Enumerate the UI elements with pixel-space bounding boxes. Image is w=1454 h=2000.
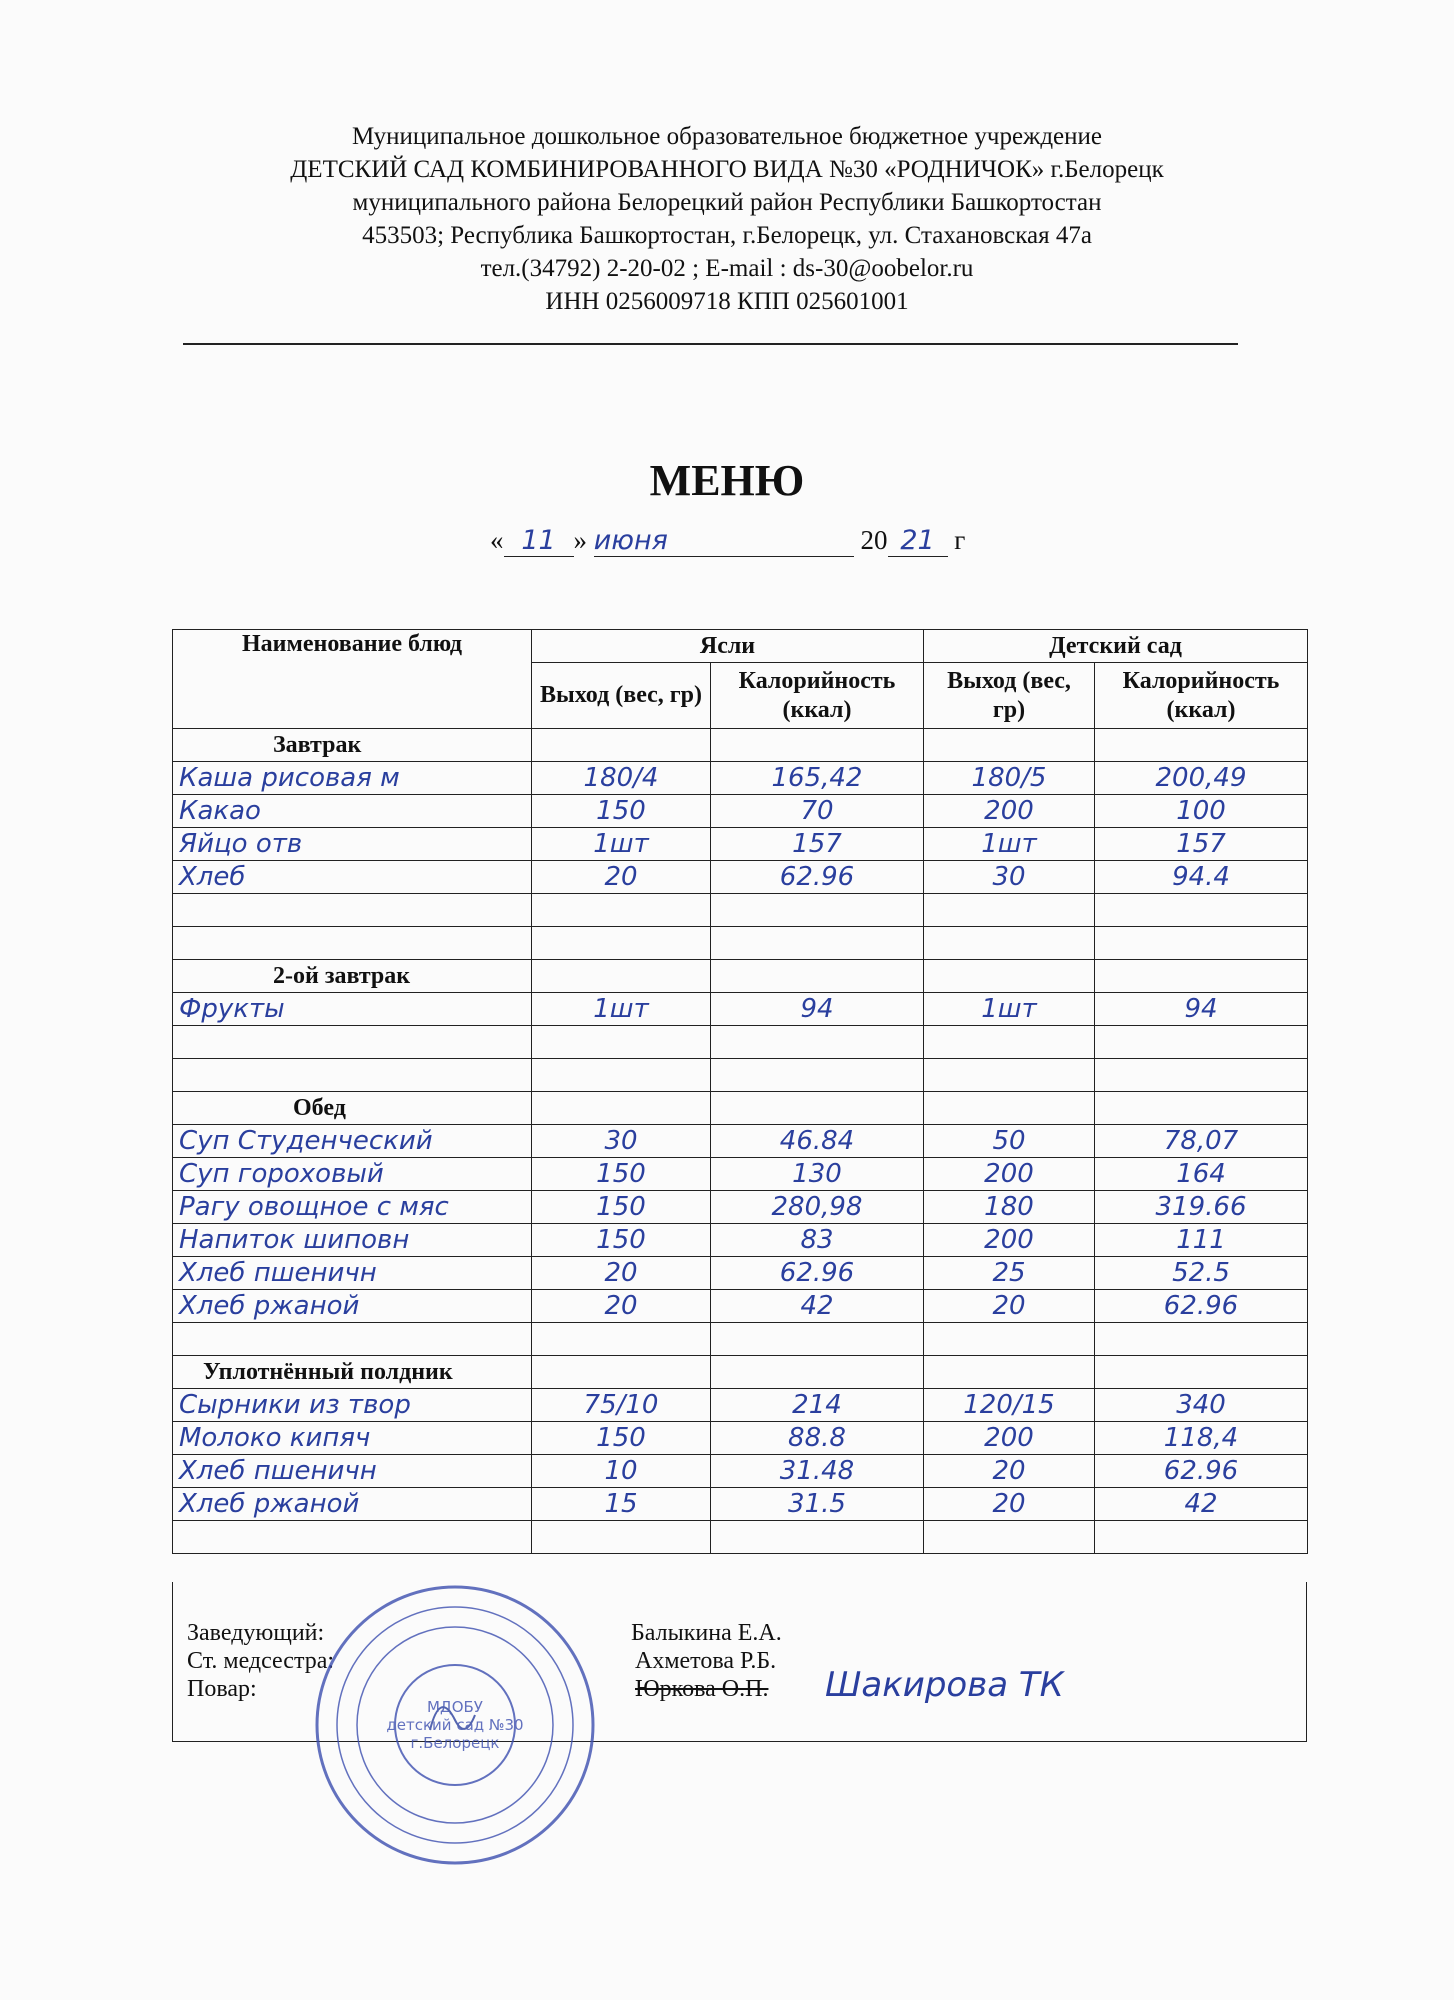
quote-open: « bbox=[490, 525, 504, 555]
value-cell bbox=[924, 927, 1095, 960]
empty-cell bbox=[1095, 1092, 1308, 1125]
section-row bbox=[173, 960, 1308, 993]
dish-cell bbox=[173, 762, 532, 795]
value-cell bbox=[1095, 1191, 1308, 1224]
table-row bbox=[173, 1488, 1308, 1521]
value-cell bbox=[532, 993, 711, 1026]
value-cell bbox=[924, 1026, 1095, 1059]
table-row bbox=[173, 1191, 1308, 1224]
n-out: 1шт bbox=[593, 829, 649, 859]
value-cell bbox=[532, 1389, 711, 1422]
value-cell bbox=[924, 1257, 1095, 1290]
table-row bbox=[173, 828, 1308, 861]
value-cell bbox=[711, 1191, 924, 1224]
svg-text:г.Белорецк: г.Белорецк bbox=[410, 1734, 500, 1752]
n-cal: 31.5 bbox=[788, 1489, 846, 1519]
k-out: 1шт bbox=[981, 994, 1037, 1024]
k-cal: 164 bbox=[1176, 1159, 1226, 1189]
cook-label: Повар: bbox=[187, 1676, 257, 1702]
value-cell bbox=[924, 762, 1095, 795]
value-cell bbox=[532, 1257, 711, 1290]
table-row bbox=[173, 1125, 1308, 1158]
value-cell bbox=[1095, 1389, 1308, 1422]
value-cell bbox=[711, 894, 924, 927]
header-divider bbox=[183, 343, 1238, 345]
n-cal: 62.96 bbox=[779, 1258, 855, 1288]
value-cell bbox=[1095, 861, 1308, 894]
value-cell bbox=[1095, 1323, 1308, 1356]
value-cell bbox=[1095, 894, 1308, 927]
empty-row bbox=[173, 1521, 1308, 1554]
dish-cell bbox=[173, 1389, 532, 1422]
n-out: 20 bbox=[604, 1291, 638, 1321]
n-cal: 31.48 bbox=[779, 1456, 855, 1486]
value-cell bbox=[532, 1323, 711, 1356]
empty-cell bbox=[711, 729, 924, 762]
value-cell bbox=[532, 762, 711, 795]
value-cell bbox=[532, 1191, 711, 1224]
n-cal: 94 bbox=[800, 994, 834, 1024]
n-out: 20 bbox=[604, 1258, 638, 1288]
value-cell bbox=[711, 1224, 924, 1257]
value-cell bbox=[1095, 1059, 1308, 1092]
empty-cell bbox=[532, 1356, 711, 1389]
value-cell bbox=[924, 795, 1095, 828]
dish-cell bbox=[173, 828, 532, 861]
empty-cell bbox=[711, 960, 924, 993]
empty-cell bbox=[532, 1092, 711, 1125]
value-cell bbox=[1095, 1521, 1308, 1554]
value-cell bbox=[711, 1158, 924, 1191]
empty-cell bbox=[532, 960, 711, 993]
dish-name: Хлеб bbox=[179, 862, 246, 892]
value-cell bbox=[711, 828, 924, 861]
section-row bbox=[173, 1092, 1308, 1125]
value-cell bbox=[924, 1125, 1095, 1158]
empty-cell bbox=[924, 960, 1095, 993]
header-line: тел.(34792) 2-20-02 ; E-mail : ds-30@oobelor.ru bbox=[480, 255, 974, 282]
k-out: 50 bbox=[992, 1126, 1026, 1156]
value-cell bbox=[924, 1059, 1095, 1092]
k-out: 25 bbox=[992, 1258, 1026, 1288]
value-cell bbox=[924, 828, 1095, 861]
k-cal: 340 bbox=[1176, 1390, 1226, 1420]
nursery-output-header: Выход (вес, гр) bbox=[532, 663, 711, 729]
value-cell bbox=[532, 1059, 711, 1092]
value-cell bbox=[711, 1323, 924, 1356]
empty-row bbox=[173, 927, 1308, 960]
n-out: 20 bbox=[604, 862, 638, 892]
n-out: 150 bbox=[596, 1225, 646, 1255]
value-cell bbox=[711, 1488, 924, 1521]
table-row bbox=[173, 993, 1308, 1026]
group-kindergarten-header: Детский сад bbox=[924, 630, 1308, 663]
value-cell bbox=[924, 1389, 1095, 1422]
table-row bbox=[173, 861, 1308, 894]
menu-date bbox=[490, 525, 965, 557]
k-cal: 200,49 bbox=[1155, 763, 1247, 793]
dish-cell bbox=[173, 993, 532, 1026]
quote-close: » bbox=[573, 525, 587, 555]
dish-cell bbox=[173, 1290, 532, 1323]
value-cell bbox=[532, 1125, 711, 1158]
date-century: 20 bbox=[860, 525, 888, 555]
section-row bbox=[173, 1356, 1308, 1389]
table-row bbox=[173, 1158, 1308, 1191]
dish-cell bbox=[173, 795, 532, 828]
value-cell bbox=[1095, 828, 1308, 861]
value-cell bbox=[532, 894, 711, 927]
dish-name: Хлеб ржаной bbox=[179, 1291, 360, 1321]
table-row bbox=[173, 1290, 1308, 1323]
dish-cell bbox=[173, 1026, 532, 1059]
dish-cell bbox=[173, 1488, 532, 1521]
value-cell bbox=[711, 1455, 924, 1488]
n-cal: 88.8 bbox=[788, 1423, 846, 1453]
k-out: 200 bbox=[984, 1159, 1034, 1189]
value-cell bbox=[924, 1455, 1095, 1488]
k-cal: 94.4 bbox=[1172, 862, 1230, 892]
value-cell bbox=[711, 927, 924, 960]
k-out: 1шт bbox=[981, 829, 1037, 859]
value-cell bbox=[711, 1257, 924, 1290]
head-label: Заведующий: bbox=[187, 1620, 325, 1646]
table-row bbox=[173, 1422, 1308, 1455]
k-cal: 62.96 bbox=[1163, 1291, 1239, 1321]
n-cal: 280,98 bbox=[771, 1192, 863, 1222]
k-cal: 78,07 bbox=[1163, 1126, 1239, 1156]
k-out: 20 bbox=[992, 1291, 1026, 1321]
cook-name: Юркова О.П. bbox=[635, 1676, 769, 1702]
value-cell bbox=[924, 861, 1095, 894]
n-out: 10 bbox=[604, 1456, 638, 1486]
empty-row bbox=[173, 1323, 1308, 1356]
dish-name: Рагу овощное с мяс bbox=[179, 1192, 449, 1222]
group-nursery-header: Ясли bbox=[532, 630, 924, 663]
n-cal: 83 bbox=[800, 1225, 834, 1255]
date-month: июня bbox=[594, 525, 854, 557]
n-out: 75/10 bbox=[583, 1390, 659, 1420]
nurse-name: Ахметова Р.Б. bbox=[635, 1648, 777, 1674]
k-cal: 319.66 bbox=[1155, 1192, 1247, 1222]
official-stamp-icon bbox=[310, 1580, 600, 1870]
value-cell bbox=[532, 1422, 711, 1455]
value-cell bbox=[711, 993, 924, 1026]
section-title: Завтрак bbox=[173, 729, 532, 762]
empty-cell bbox=[924, 1092, 1095, 1125]
value-cell bbox=[711, 762, 924, 795]
dish-name: Яйцо отв bbox=[179, 829, 303, 859]
dish-name: Сырники из твор bbox=[179, 1390, 411, 1420]
header-line: муниципального района Белорецкий район Республики Башкортостан bbox=[352, 189, 1102, 216]
k-out: 20 bbox=[992, 1489, 1026, 1519]
dish-name: Хлеб пшеничн bbox=[179, 1456, 377, 1486]
value-cell bbox=[532, 1488, 711, 1521]
dish-cell bbox=[173, 1191, 532, 1224]
dish-cell bbox=[173, 1158, 532, 1191]
value-cell bbox=[711, 1059, 924, 1092]
n-out: 180/4 bbox=[583, 763, 659, 793]
value-cell bbox=[532, 861, 711, 894]
value-cell bbox=[711, 795, 924, 828]
dish-cell bbox=[173, 1125, 532, 1158]
value-cell bbox=[1095, 795, 1308, 828]
dish-name: Суп гороховый bbox=[179, 1159, 384, 1189]
dish-cell bbox=[173, 1224, 532, 1257]
date-suffix: г bbox=[954, 525, 966, 555]
nurse-label: Ст. медсестра: bbox=[187, 1648, 335, 1674]
k-cal: 157 bbox=[1176, 829, 1226, 859]
n-out: 30 bbox=[604, 1126, 638, 1156]
n-out: 150 bbox=[596, 1192, 646, 1222]
value-cell bbox=[1095, 1026, 1308, 1059]
col-dish-header: Наименование блюд bbox=[173, 630, 532, 729]
k-out: 180 bbox=[984, 1192, 1034, 1222]
dish-name: Напиток шиповн bbox=[179, 1225, 410, 1255]
value-cell bbox=[924, 1290, 1095, 1323]
empty-cell bbox=[924, 729, 1095, 762]
header-line: ДЕТСКИЙ САД КОМБИНИРОВАННОГО ВИДА №30 «РОДНИЧОК» г.Белорецк bbox=[290, 156, 1164, 183]
empty-cell bbox=[532, 729, 711, 762]
n-cal: 214 bbox=[792, 1390, 842, 1420]
value-cell bbox=[711, 1389, 924, 1422]
table-row bbox=[173, 1389, 1308, 1422]
menu-table bbox=[172, 629, 1308, 1554]
dish-cell bbox=[173, 1059, 532, 1092]
value-cell bbox=[1095, 1422, 1308, 1455]
empty-cell bbox=[711, 1092, 924, 1125]
k-cal: 94 bbox=[1184, 994, 1218, 1024]
dish-name: Молоко кипяч bbox=[179, 1423, 371, 1453]
header-line: Муниципальное дошкольное образовательное бюджетное учреждение bbox=[352, 123, 1102, 150]
header-line: 453503; Республика Башкортостан, г.Белорецк, ул. Стахановская 47а bbox=[362, 222, 1092, 249]
value-cell bbox=[924, 993, 1095, 1026]
k-out: 200 bbox=[984, 1423, 1034, 1453]
dish-name: Хлеб пшеничн bbox=[179, 1258, 377, 1288]
dish-cell bbox=[173, 1323, 532, 1356]
dish-cell bbox=[173, 861, 532, 894]
dish-name: Хлеб ржаной bbox=[179, 1489, 360, 1519]
value-cell bbox=[924, 1521, 1095, 1554]
n-cal: 70 bbox=[800, 796, 834, 826]
n-out: 15 bbox=[604, 1489, 638, 1519]
table-row bbox=[173, 1257, 1308, 1290]
empty-cell bbox=[1095, 1356, 1308, 1389]
value-cell bbox=[924, 1422, 1095, 1455]
n-out: 1шт bbox=[593, 994, 649, 1024]
section-title: Обед bbox=[173, 1092, 532, 1125]
value-cell bbox=[1095, 927, 1308, 960]
n-cal: 157 bbox=[792, 829, 842, 859]
svg-text:МДОБУ: МДОБУ bbox=[427, 1698, 483, 1716]
k-cal: 62.96 bbox=[1163, 1456, 1239, 1486]
value-cell bbox=[924, 1323, 1095, 1356]
value-cell bbox=[1095, 1488, 1308, 1521]
k-out: 200 bbox=[984, 796, 1034, 826]
table-row bbox=[173, 795, 1308, 828]
value-cell bbox=[711, 1422, 924, 1455]
dish-cell bbox=[173, 927, 532, 960]
empty-row bbox=[173, 894, 1308, 927]
value-cell bbox=[532, 1455, 711, 1488]
section-row bbox=[173, 729, 1308, 762]
value-cell bbox=[1095, 1455, 1308, 1488]
dish-name: Суп Студенческий bbox=[179, 1126, 433, 1156]
value-cell bbox=[711, 1521, 924, 1554]
n-cal: 62.96 bbox=[779, 862, 855, 892]
dish-name: Каша рисовая м bbox=[179, 763, 400, 793]
value-cell bbox=[924, 1224, 1095, 1257]
k-out: 180/5 bbox=[971, 763, 1047, 793]
k-cal: 42 bbox=[1184, 1489, 1218, 1519]
empty-row bbox=[173, 1059, 1308, 1092]
page-title: МЕНЮ bbox=[649, 456, 805, 505]
table-row bbox=[173, 1224, 1308, 1257]
date-year: 21 bbox=[888, 525, 948, 557]
n-cal: 42 bbox=[800, 1291, 834, 1321]
section-title: 2-ой завтрак bbox=[173, 960, 532, 993]
n-cal: 130 bbox=[792, 1159, 842, 1189]
empty-cell bbox=[1095, 729, 1308, 762]
value-cell bbox=[924, 1191, 1095, 1224]
n-cal: 165,42 bbox=[771, 763, 863, 793]
nursery-calories-header: Калорийность (ккал) bbox=[711, 663, 924, 729]
value-cell bbox=[1095, 993, 1308, 1026]
table-row bbox=[173, 1455, 1308, 1488]
header-line: ИНН 0256009718 КПП 025601001 bbox=[545, 288, 909, 315]
value-cell bbox=[532, 927, 711, 960]
value-cell bbox=[711, 1125, 924, 1158]
kindergarten-calories-header: Калорийность (ккал) bbox=[1095, 663, 1308, 729]
k-out: 120/15 bbox=[963, 1390, 1055, 1420]
section-title: Уплотнённый полдник bbox=[173, 1356, 532, 1389]
dish-cell bbox=[173, 1422, 532, 1455]
k-cal: 100 bbox=[1176, 796, 1226, 826]
value-cell bbox=[1095, 1290, 1308, 1323]
value-cell bbox=[1095, 1224, 1308, 1257]
k-out: 30 bbox=[992, 862, 1026, 892]
value-cell bbox=[532, 1026, 711, 1059]
dish-cell bbox=[173, 894, 532, 927]
empty-cell bbox=[1095, 960, 1308, 993]
head-name: Балыкина Е.А. bbox=[631, 1620, 782, 1646]
value-cell bbox=[532, 1521, 711, 1554]
value-cell bbox=[532, 1158, 711, 1191]
dish-name: Какао bbox=[179, 796, 261, 826]
value-cell bbox=[1095, 1125, 1308, 1158]
svg-text:детский сад №30: детский сад №30 bbox=[386, 1716, 524, 1734]
value-cell bbox=[532, 1224, 711, 1257]
value-cell bbox=[1095, 1257, 1308, 1290]
dish-cell bbox=[173, 1455, 532, 1488]
k-out: 200 bbox=[984, 1225, 1034, 1255]
empty-cell bbox=[711, 1356, 924, 1389]
value-cell bbox=[1095, 762, 1308, 795]
value-cell bbox=[532, 795, 711, 828]
handwritten-signature: Шакирова ТК bbox=[825, 1665, 1064, 1705]
n-out: 150 bbox=[596, 1423, 646, 1453]
kindergarten-output-header: Выход (вес, гр) bbox=[924, 663, 1095, 729]
table-row bbox=[173, 762, 1308, 795]
value-cell bbox=[711, 1026, 924, 1059]
n-out: 150 bbox=[596, 796, 646, 826]
k-cal: 111 bbox=[1176, 1225, 1226, 1255]
n-cal: 46.84 bbox=[779, 1126, 855, 1156]
dish-name: Фрукты bbox=[179, 994, 285, 1024]
date-day: 11 bbox=[504, 525, 574, 557]
empty-row bbox=[173, 1026, 1308, 1059]
dish-cell bbox=[173, 1257, 532, 1290]
k-cal: 118,4 bbox=[1163, 1423, 1239, 1453]
value-cell bbox=[924, 894, 1095, 927]
k-out: 20 bbox=[992, 1456, 1026, 1486]
n-out: 150 bbox=[596, 1159, 646, 1189]
value-cell bbox=[1095, 1158, 1308, 1191]
value-cell bbox=[711, 861, 924, 894]
k-cal: 52.5 bbox=[1172, 1258, 1230, 1288]
value-cell bbox=[532, 1290, 711, 1323]
institution-header bbox=[0, 120, 1454, 318]
value-cell bbox=[532, 828, 711, 861]
value-cell bbox=[924, 1488, 1095, 1521]
value-cell bbox=[924, 1158, 1095, 1191]
empty-cell bbox=[924, 1356, 1095, 1389]
value-cell bbox=[711, 1290, 924, 1323]
dish-cell bbox=[173, 1521, 532, 1554]
